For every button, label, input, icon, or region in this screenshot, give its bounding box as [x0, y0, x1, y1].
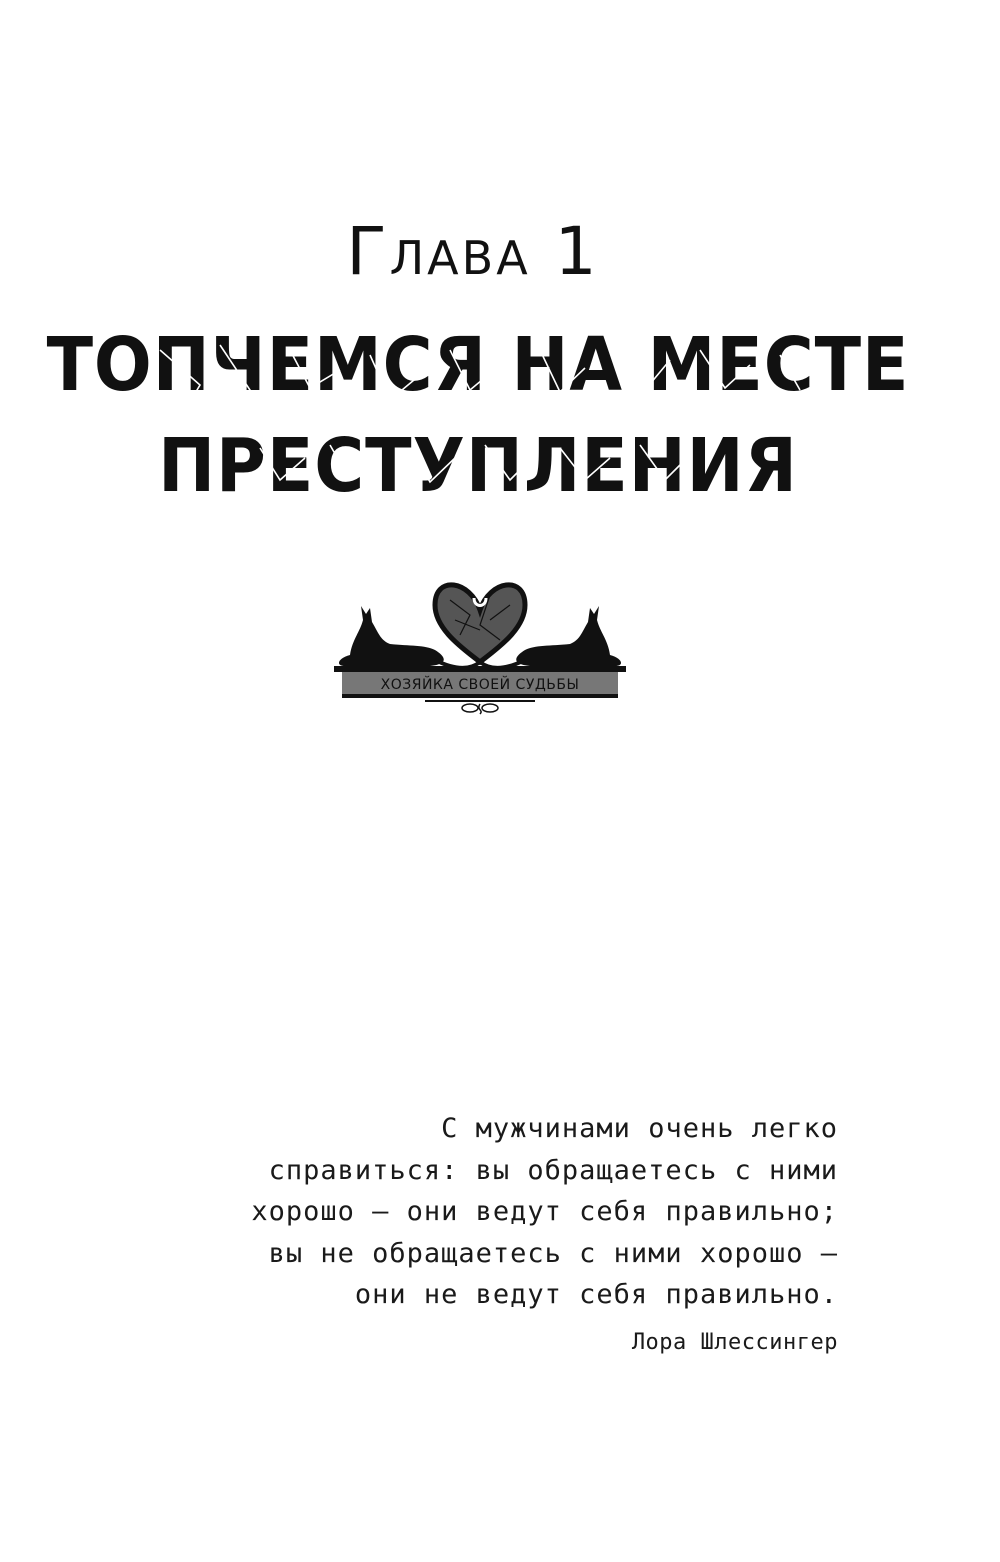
chapter-number: Глава 1	[346, 213, 600, 290]
epigraph-line: они не ведут себя правильно.	[354, 1279, 838, 1310]
cat-right-icon	[516, 606, 621, 666]
cats-heart-emblem	[330, 570, 630, 720]
epigraph-line: С мужчинами очень легко	[441, 1113, 838, 1144]
chapter-title-line-2: ПРЕСТУПЛЕНИЯ	[158, 423, 798, 509]
epigraph	[78, 1108, 838, 1316]
emblem-label: ХОЗЯЙКА СВОЕЙ СУДЬБЫ	[380, 677, 580, 693]
cat-left-icon	[339, 606, 444, 666]
epigraph-line: хорошо – они ведут себя правильно;	[251, 1196, 838, 1227]
chapter-title-line-1: ТОПЧЕМСЯ НА МЕСТЕ	[46, 322, 910, 408]
epigraph-line: справиться: вы обращаетесь с ними	[268, 1154, 838, 1186]
epigraph-line: вы не обращаетесь с ними хорошо –	[268, 1237, 838, 1269]
epigraph-author: Лора Шлессингер	[631, 1330, 838, 1355]
